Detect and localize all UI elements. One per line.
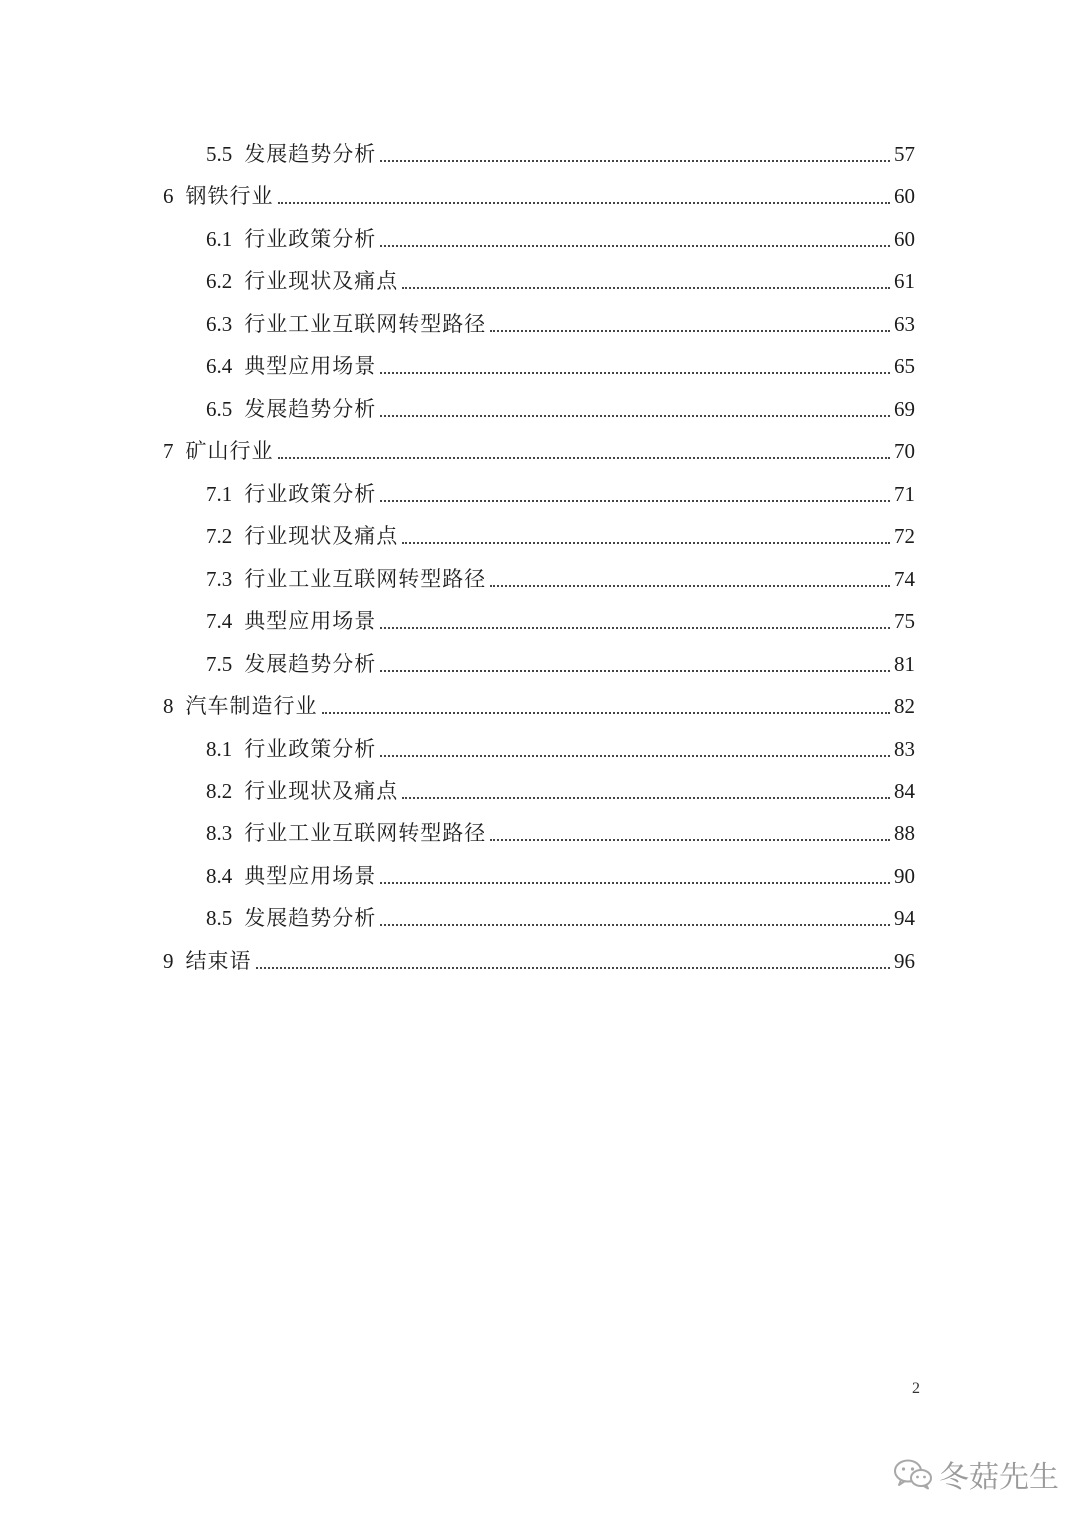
- dot-leader: [380, 755, 890, 757]
- toc-entry-title: 发展趋势分析: [244, 652, 377, 676]
- toc-entry-number: 8.3: [206, 821, 233, 845]
- toc-entry[interactable]: [163, 685, 915, 719]
- toc-entry-number: 7.1: [206, 482, 233, 506]
- toc-entry-title: 行业现状及痛点: [244, 779, 399, 803]
- toc-entry-page: 88: [894, 821, 915, 845]
- dot-leader: [490, 585, 890, 587]
- toc-entry[interactable]: [206, 388, 915, 422]
- toc-entry-number: 8: [163, 694, 174, 718]
- toc-entry-number: 6: [163, 184, 174, 208]
- toc-entry-page: 70: [894, 439, 915, 463]
- toc-entry[interactable]: [206, 558, 915, 592]
- toc-entry-title: 典型应用场景: [244, 354, 377, 378]
- toc-entry-title: 结束语: [185, 949, 252, 973]
- dot-leader: [490, 330, 890, 332]
- toc-entry-title: 行业政策分析: [244, 737, 377, 761]
- toc-entry-number: 8.5: [206, 906, 233, 930]
- toc-entry-page: 82: [894, 694, 915, 718]
- dot-leader: [380, 500, 890, 502]
- dot-leader: [380, 415, 890, 417]
- toc-entry[interactable]: [163, 940, 915, 974]
- toc-entry-number: 7: [163, 439, 174, 463]
- toc-entry[interactable]: [206, 728, 915, 762]
- toc-entry-number: 5.5: [206, 142, 233, 166]
- toc-entry[interactable]: [206, 812, 915, 846]
- toc-entry-title: 矿山行业: [185, 439, 274, 463]
- toc-entry-page: 60: [894, 227, 915, 251]
- toc-entry-title: 行业工业互联网转型路径: [244, 312, 487, 336]
- toc-entry-title: 行业现状及痛点: [244, 269, 399, 293]
- toc-entry-title: 行业政策分析: [244, 482, 377, 506]
- dot-leader: [380, 670, 890, 672]
- dot-leader: [380, 245, 890, 247]
- toc-entry[interactable]: [206, 260, 915, 294]
- wechat-icon: [893, 1458, 933, 1490]
- toc-entry[interactable]: [206, 345, 915, 379]
- toc-entry[interactable]: [206, 855, 915, 889]
- toc-entry-page: 90: [894, 864, 915, 888]
- dot-leader: [380, 924, 890, 926]
- dot-leader: [256, 967, 891, 969]
- toc-entry-number: 6.3: [206, 312, 233, 336]
- dot-leader: [402, 542, 890, 544]
- watermark: [893, 1452, 1059, 1496]
- toc-entry-title: 典型应用场景: [244, 864, 377, 888]
- dot-leader: [278, 457, 891, 459]
- toc-entry-number: 7.2: [206, 524, 233, 548]
- toc-entry[interactable]: [163, 175, 915, 209]
- toc-entry-page: 83: [894, 737, 915, 761]
- toc-entry-title: 行业现状及痛点: [244, 524, 399, 548]
- dot-leader: [402, 287, 890, 289]
- toc-entry-page: 72: [894, 524, 915, 548]
- toc-entry-title: 行业工业互联网转型路径: [244, 567, 487, 591]
- toc-entry-page: 63: [894, 312, 915, 336]
- toc-entry-title: 汽车制造行业: [185, 694, 318, 718]
- toc-entry-number: 8.1: [206, 737, 233, 761]
- dot-leader: [490, 839, 890, 841]
- toc-entry-title: 发展趋势分析: [244, 397, 377, 421]
- toc-entry-page: 65: [894, 354, 915, 378]
- toc-entry-page: 57: [894, 142, 915, 166]
- page-number: 2: [912, 1380, 920, 1397]
- toc-entry-title: 典型应用场景: [244, 609, 377, 633]
- toc-entry-page: 74: [894, 567, 915, 591]
- dot-leader: [380, 160, 890, 162]
- toc-entry-title: 行业政策分析: [244, 227, 377, 251]
- toc-entry[interactable]: [206, 218, 915, 252]
- toc-entry[interactable]: [206, 897, 915, 931]
- dot-leader: [402, 797, 890, 799]
- toc-entry-number: 8.2: [206, 779, 233, 803]
- dot-leader: [380, 627, 890, 629]
- toc-entry[interactable]: [206, 473, 915, 507]
- toc-entry-number: 7.3: [206, 567, 233, 591]
- dot-leader: [380, 882, 890, 884]
- toc-entry-page: 94: [894, 906, 915, 930]
- toc-entry-title: 钢铁行业: [185, 184, 274, 208]
- toc-entry[interactable]: [206, 515, 915, 549]
- toc-entry-page: 81: [894, 652, 915, 676]
- toc-entry-page: 75: [894, 609, 915, 633]
- toc-entry-page: 60: [894, 184, 915, 208]
- toc-entry-number: 6.2: [206, 269, 233, 293]
- toc-entry[interactable]: [206, 770, 915, 804]
- toc-entry-number: 8.4: [206, 864, 233, 888]
- toc-entry-number: 7.5: [206, 652, 233, 676]
- toc-entry-page: 69: [894, 397, 915, 421]
- toc-entry[interactable]: [206, 643, 915, 677]
- toc-entry-number: 6.1: [206, 227, 233, 251]
- toc-entry-page: 96: [894, 949, 915, 973]
- toc-entry[interactable]: [163, 430, 915, 464]
- toc-entry-page: 61: [894, 269, 915, 293]
- toc-entry[interactable]: [206, 303, 915, 337]
- toc-entry-title: 行业工业互联网转型路径: [244, 821, 487, 845]
- toc-entry-number: 6.5: [206, 397, 233, 421]
- toc-entry[interactable]: [206, 600, 915, 634]
- toc-entry-number: 7.4: [206, 609, 233, 633]
- toc-entry-number: 6.4: [206, 354, 233, 378]
- dot-leader: [322, 712, 891, 714]
- toc-entry-number: 9: [163, 949, 174, 973]
- dot-leader: [380, 372, 890, 374]
- toc-entry-title: 发展趋势分析: [244, 142, 377, 166]
- toc-entry-title: 发展趋势分析: [244, 906, 377, 930]
- toc-entry-page: 84: [894, 779, 915, 803]
- dot-leader: [278, 202, 891, 204]
- watermark-text: 冬菇先生: [939, 1460, 1059, 1495]
- toc-entry-page: 71: [894, 482, 915, 506]
- toc-entry[interactable]: [206, 133, 915, 167]
